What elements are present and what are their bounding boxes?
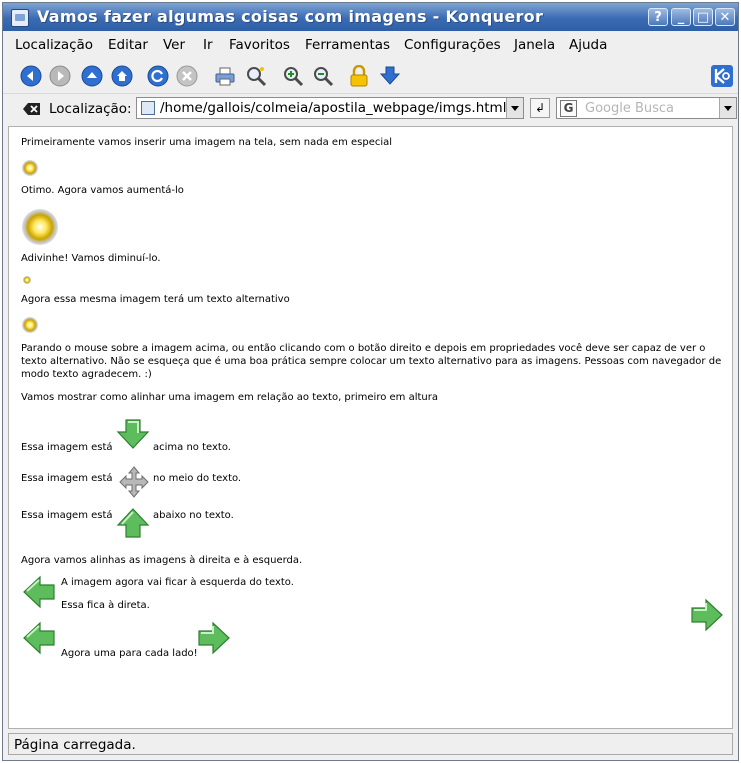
up-icon[interactable] — [81, 65, 103, 87]
url-combobox[interactable] — [136, 97, 524, 119]
url-input[interactable]: /home/gallois/colmeia/apostila_webpage/imgs.html — [160, 100, 507, 116]
window-title: Vamos fazer algumas coisas com imagens - Konqueror — [37, 7, 544, 26]
arrow-left-icon — [23, 621, 55, 655]
title-bar[interactable] — [3, 3, 738, 31]
reload-icon[interactable] — [147, 65, 169, 87]
back-icon[interactable] — [20, 65, 42, 87]
menu-ferramentas[interactable]: Ferramentas — [305, 37, 391, 53]
arrow-right-icon — [198, 621, 230, 655]
hover-note: Parando o mouse sobre a imagem acima, ou então clicando com o botão direito e depois em propriedades você deve ser capaz de ver o texto alternativo. Não se esqueça que é uma boa prática sempre colocar um texto alternativo para as imagens. Pessoas com navegador de modo texto agradecem. :) — [21, 343, 722, 380]
print-icon[interactable] — [214, 65, 236, 87]
row-bottom-prefix: Essa imagem está — [21, 510, 113, 521]
horizontal-align-heading: Agora vamos alinhas as imagens à direita e à esquerda. — [21, 555, 303, 566]
find-icon[interactable] — [245, 65, 267, 87]
both-sides-text: Agora uma para cada lado! — [61, 648, 198, 659]
menu-configuracoes[interactable]: Configurações — [404, 37, 501, 53]
arrow-up-icon — [116, 508, 150, 538]
menu-janela[interactable]: Janela — [514, 37, 556, 53]
menu-favoritos[interactable]: Favoritos — [229, 37, 290, 53]
stop-icon[interactable] — [176, 65, 198, 87]
arrow-down-icon — [116, 419, 150, 449]
page-content[interactable] — [8, 126, 733, 729]
konqueror-window — [2, 2, 739, 761]
arrow-left-icon — [23, 575, 55, 609]
close-button[interactable]: ✕ — [715, 8, 735, 26]
row-top-text: acima no texto. — [153, 442, 231, 453]
row-top-prefix: Essa imagem está — [21, 442, 113, 453]
menu-ver[interactable]: Ver — [163, 37, 186, 53]
chevron-down-icon[interactable] — [719, 98, 736, 118]
maximize-button[interactable]: □ — [693, 8, 713, 26]
row-bottom-text: abaixo no texto. — [153, 510, 234, 521]
clear-location-icon[interactable] — [23, 102, 41, 116]
home-icon[interactable] — [111, 65, 133, 87]
location-label: Localização: — [49, 101, 132, 117]
alt-text-heading: Agora essa mesma imagem terá um texto alternativo — [21, 294, 290, 305]
window-menu-icon[interactable] — [11, 9, 29, 27]
sun-orb-small-image — [23, 276, 31, 284]
menu-ajuda[interactable]: Ajuda — [569, 37, 608, 53]
forward-icon[interactable] — [49, 65, 71, 87]
go-button[interactable]: ↲ — [530, 98, 550, 118]
shrink-text: Adivinhe! Vamos diminuí-lo. — [21, 253, 161, 264]
google-search-icon[interactable]: G — [560, 100, 577, 117]
menu-ir[interactable]: Ir — [203, 37, 213, 53]
minimize-button[interactable]: _ — [671, 8, 691, 26]
status-text: Página carregada. — [14, 737, 136, 753]
sun-orb-image — [22, 160, 38, 176]
move-cross-icon — [117, 466, 151, 498]
page-favicon-icon — [141, 101, 155, 115]
menu-editar[interactable]: Editar — [108, 37, 148, 53]
menu-localizacao[interactable]: Localização — [15, 37, 94, 53]
search-combobox[interactable] — [556, 97, 737, 119]
intro-text: Primeiramente vamos inserir uma imagem na tela, sem nada em especial — [21, 137, 393, 148]
download-icon[interactable] — [379, 65, 401, 87]
enlarge-text: Otimo. Agora vamos aumentá-lo — [21, 185, 184, 196]
zoom-in-icon[interactable] — [282, 65, 304, 87]
right-aligned-text: Essa fica à direta. — [61, 600, 150, 611]
left-aligned-text: A imagem agora vai ficar à esquerda do texto. — [61, 577, 294, 588]
security-lock-icon[interactable] — [348, 65, 370, 87]
status-bar — [8, 733, 733, 755]
row-middle-text: no meio do texto. — [153, 473, 242, 484]
help-button[interactable]: ? — [648, 8, 668, 26]
zoom-out-icon[interactable] — [312, 65, 334, 87]
chevron-down-icon[interactable] — [506, 98, 523, 118]
row-middle-prefix: Essa imagem está — [21, 473, 113, 484]
search-input[interactable]: Google Busca — [585, 101, 675, 116]
sun-orb-large-image — [22, 209, 58, 245]
kde-logo-icon[interactable] — [711, 65, 733, 87]
arrow-right-icon — [691, 598, 723, 632]
main-toolbar — [3, 59, 738, 94]
vertical-align-heading: Vamos mostrar como alinhar uma imagem em relação ao texto, primeiro em altura — [21, 392, 439, 403]
menu-bar — [3, 32, 738, 58]
location-bar — [3, 94, 738, 124]
sun-orb-alt-image[interactable] — [22, 317, 38, 333]
